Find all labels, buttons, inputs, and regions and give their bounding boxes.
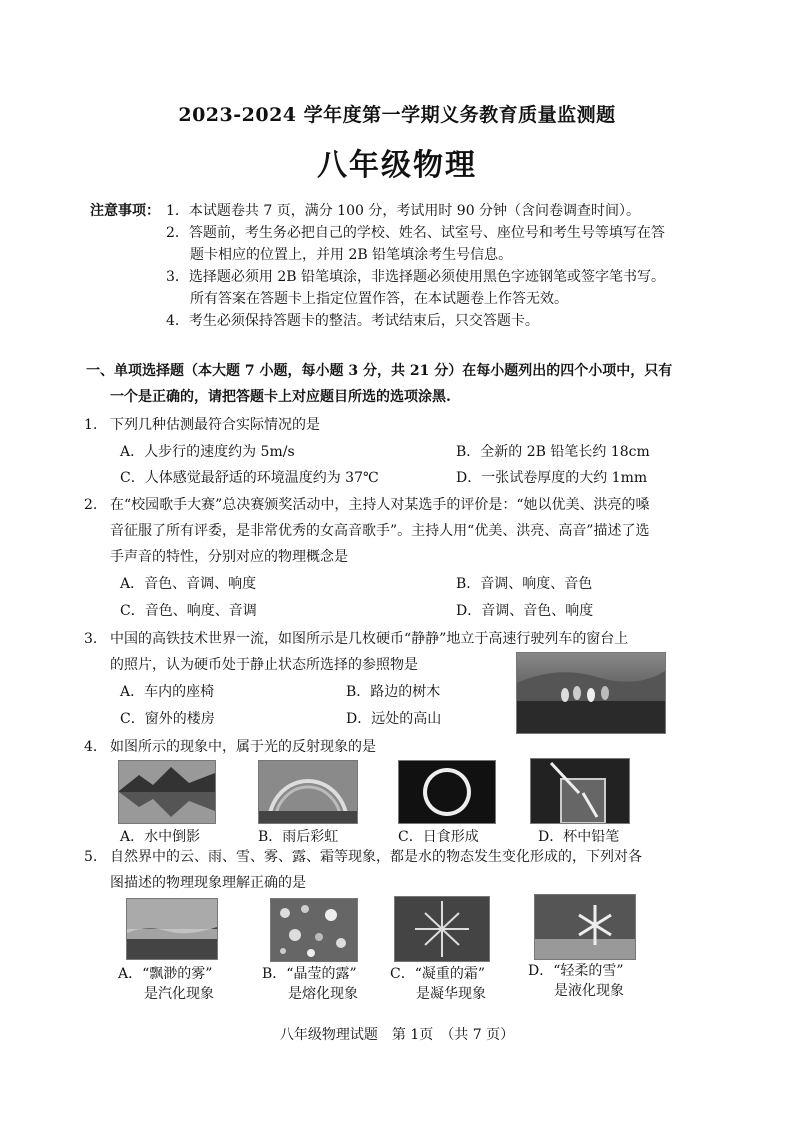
q5-option-c-cont: 是凝华现象 xyxy=(416,986,486,1002)
q5-option-d: D．“轻柔的雪” xyxy=(528,963,624,979)
coins-on-train-photo xyxy=(516,652,666,734)
note-3-cont: 所有答案在答题卡上指定位置作答，在本试题卷上作答无效。 xyxy=(190,291,568,307)
q4-option-c: C．日食形成 xyxy=(398,829,479,845)
frost-photo xyxy=(394,896,490,962)
question-2-stem-1: 在“校园歌手大赛”总决赛颁奖活动中，主持人对某选手的评价是：“她以优美、洪亮的嗓 xyxy=(110,497,650,513)
question-4-stem: 如图所示的现象中，属于光的反射现象的是 xyxy=(110,739,376,755)
q1-option-d: D．一张试卷厚度的大约 1mm xyxy=(456,470,648,486)
notes-label: 注意事项： xyxy=(90,203,160,219)
q4-option-a: A．水中倒影 xyxy=(120,829,201,845)
q1-option-c: C．人体感觉最舒适的环境温度约为 37℃ xyxy=(120,470,379,486)
q2-option-b: B．音调、响度、音色 xyxy=(456,576,593,592)
q1-option-b: B．全新的 2B 铅笔长约 18cm xyxy=(456,444,650,460)
question-5-stem-2: 图描述的物理现象理解正确的是 xyxy=(110,875,306,891)
q5-option-c: C．“凝重的霜” xyxy=(390,966,486,982)
question-3-stem-1: 中国的高铁技术世界一流，如图所示是几枚硬币“静静”地立于高速行驶列车的窗台上 xyxy=(110,631,629,647)
pencil-in-cup-photo xyxy=(530,758,630,824)
water-reflection-photo xyxy=(118,760,216,824)
dew-photo xyxy=(270,898,358,962)
q5-option-a: A．“飘渺的雾” xyxy=(118,966,213,982)
rainbow-photo xyxy=(258,760,358,824)
q3-option-a: A．车内的座椅 xyxy=(120,684,215,700)
question-number: 2. xyxy=(84,497,98,513)
note-4: 4．考生必须保持答题卡的整洁。考试结束后，只交答题卡。 xyxy=(166,313,539,329)
q1-option-a: A．人步行的速度约为 5m/s xyxy=(120,444,295,460)
note-3: 3．选择题必须用 2B 铅笔填涂，非选择题必须使用黑色字迹钢笔或签字笔书写。 xyxy=(166,269,666,285)
q5-option-b: B．“晶莹的露” xyxy=(262,966,357,982)
snow-photo xyxy=(534,894,636,960)
q4-option-b: B．雨后彩虹 xyxy=(258,829,339,845)
solar-eclipse-photo xyxy=(398,760,496,824)
q3-option-b: B．路边的树木 xyxy=(346,684,441,700)
q2-option-d: D．音调、音色、响度 xyxy=(456,603,594,619)
q5-option-b-cont: 是熔化现象 xyxy=(288,986,358,1002)
exam-title: 2023-2024 学年度第一学期义务教育质量监测题 xyxy=(178,104,616,126)
question-number: 4. xyxy=(84,739,98,755)
section-heading: 一、单项选择题（本大题 7 小题，每小题 3 分，共 21 分）在每小题列出的四个小项中，只有 xyxy=(86,363,673,379)
fog-photo xyxy=(126,898,218,960)
note-2-cont: 题卡相应的位置上，并用 2B 铅笔填涂考生号信息。 xyxy=(190,247,513,263)
question-2-stem-3: 手声音的特性，分别对应的物理概念是 xyxy=(110,549,348,565)
q2-option-a: A．音色、音调、响度 xyxy=(120,576,257,592)
subject-title: 八年级物理 xyxy=(317,148,477,183)
question-number: 1. xyxy=(84,417,98,433)
section-heading-cont: 一个是正确的，请把答题卡上对应题目所选的选项涂黑. xyxy=(110,389,451,405)
note-2: 2．答题前，考生务必把自己的学校、姓名、试室号、座位号和考生号等填写在答 xyxy=(166,225,665,241)
page-footer: 八年级物理试题 第 1页 （共 7 页） xyxy=(279,1027,515,1043)
question-2-stem-2: 音征服了所有评委，是非常优秀的女高音歌手”。主持人用“优美、洪亮、高音”描述了选 xyxy=(110,523,650,539)
question-5-stem-1: 自然界中的云、雨、雪、雾、露、霜等现象，都是水的物态发生变化形成的，下列对各 xyxy=(110,849,642,865)
question-number: 5. xyxy=(84,849,98,865)
q5-option-d-cont: 是液化现象 xyxy=(554,983,624,999)
q5-option-a-cont: 是汽化现象 xyxy=(144,986,214,1002)
question-3-stem-2: 的照片，认为硬币处于静止状态所选择的参照物是 xyxy=(110,657,418,673)
note-1: 1．本试题卷共 7 页，满分 100 分，考试用时 90 分钟（含问卷调查时间）。 xyxy=(166,203,641,219)
q3-option-c: C．窗外的楼房 xyxy=(120,711,215,727)
question-number: 3. xyxy=(84,631,98,647)
q2-option-c: C．音色、响度、音调 xyxy=(120,603,257,619)
question-1-stem: 下列几种估测最符合实际情况的是 xyxy=(110,417,320,433)
q4-option-d: D．杯中铅笔 xyxy=(538,829,620,845)
q3-option-d: D．远处的高山 xyxy=(346,711,442,727)
